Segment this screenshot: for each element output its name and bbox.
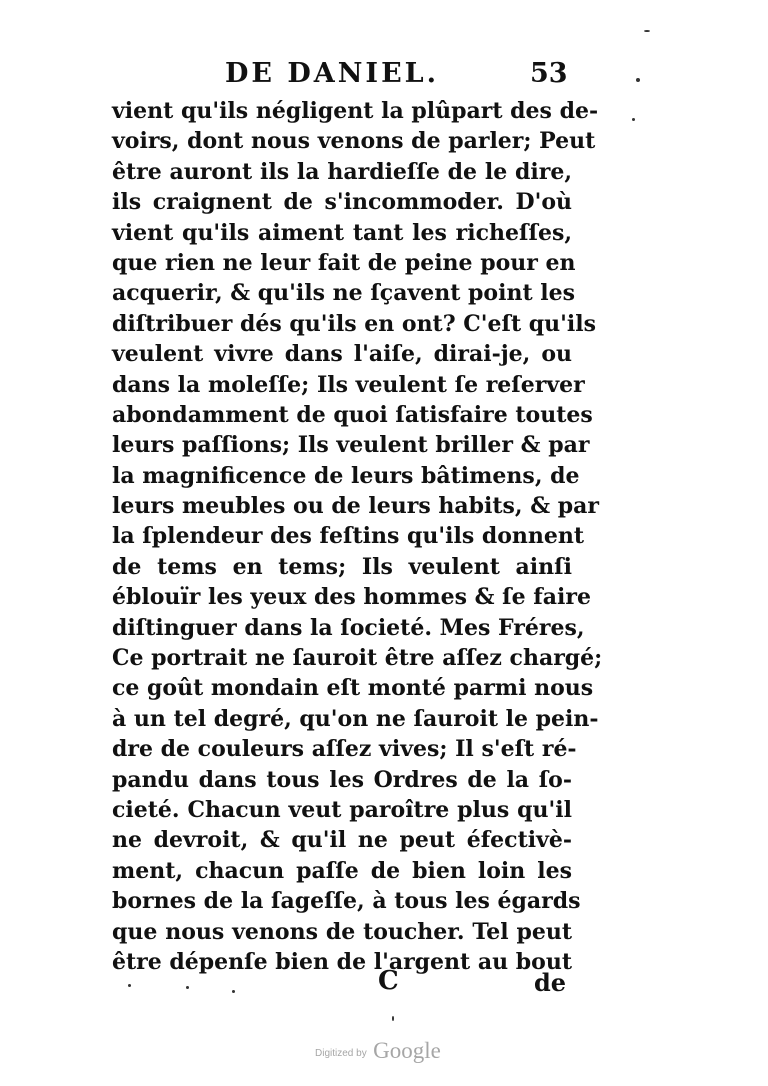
signature-mark: C bbox=[378, 966, 399, 996]
page-number: 53 bbox=[530, 58, 568, 89]
text-line: la ſplendeur des feſtins qu'ils donnent bbox=[112, 523, 585, 550]
text-line: être auront ils la hardieſſe de le dire, bbox=[112, 158, 572, 185]
scan-speck bbox=[392, 1016, 394, 1021]
text-line: Ce portrait ne ſauroit être aſſez chargé; bbox=[112, 645, 603, 672]
body-text bbox=[112, 96, 603, 977]
text-line: pandu dans tous les Ordres de la ſo- bbox=[112, 766, 572, 793]
text-line: diſtinguer dans la ſocieté. Mes Fréres, bbox=[112, 614, 585, 641]
digitized-watermark bbox=[315, 1038, 441, 1064]
text-line: ne devroit, & qu'il ne peut éfectivè- bbox=[112, 827, 572, 854]
text-line: dans la moleſſe; Ils veulent ſe reſerver bbox=[112, 371, 585, 398]
google-logo: Google bbox=[373, 1038, 441, 1063]
text-line: à un tel degré, qu'on ne ſauroit le pein- bbox=[112, 705, 599, 732]
text-line: de tems en tems; Ils veulent ainſi bbox=[112, 553, 572, 580]
running-head: DE DANIEL. bbox=[225, 58, 440, 89]
scan-speck bbox=[186, 986, 189, 989]
text-line: ment, chacun paſſe de bien loin les bbox=[112, 857, 572, 884]
text-line: que nous venons de toucher. Tel peut bbox=[112, 918, 572, 945]
scan-speck bbox=[644, 30, 650, 32]
text-line: dre de couleurs aſſez vives; Il s'eſt ré- bbox=[112, 736, 577, 763]
text-line: vient qu'ils négligent la plûpart des de- bbox=[112, 98, 599, 124]
text-line: acquerir, & qu'ils ne ſçavent point les bbox=[112, 280, 576, 307]
text-line: diſtribuer dés qu'ils en ont? C'eſt qu'ils bbox=[112, 310, 597, 337]
text-line: éblouïr les yeux des hommes & ſe faire bbox=[112, 584, 591, 611]
text-line: voirs, dont nous venons de parler; Peut bbox=[112, 128, 596, 155]
scan-speck bbox=[232, 990, 235, 993]
scan-speck bbox=[128, 984, 131, 987]
text-line: ce goût mondain eſt monté parmi nous bbox=[112, 675, 594, 702]
scan-speck bbox=[636, 78, 640, 82]
text-line: leurs paſſions; Ils veulent briller & par bbox=[112, 432, 590, 459]
text-line: ils craignent de s'incommoder. D'où bbox=[112, 189, 572, 216]
catchword: de bbox=[534, 968, 567, 997]
text-line: veulent vivre dans l'aiſe, dirai-je, ou bbox=[112, 341, 572, 368]
text-line: que rien ne leur fait de peine pour en bbox=[112, 249, 576, 276]
text-line: leurs meubles ou de leurs habits, & par bbox=[112, 493, 599, 520]
text-line: la magnificence de leurs bâtimens, de bbox=[112, 462, 580, 489]
text-line: être dépenſe bien de l'argent au bout bbox=[112, 948, 572, 975]
text-line: abondamment de quoi ſatisfaire toutes bbox=[112, 401, 593, 428]
text-line: vient qu'ils aiment tant les richeſſes, bbox=[112, 219, 572, 246]
scan-speck bbox=[632, 118, 635, 121]
text-line: cieté. Chacun veut paroître plus qu'il bbox=[112, 796, 572, 823]
text-line: bornes de la ſageſſe, à tous les égards bbox=[112, 888, 581, 915]
digitized-prefix: Digitized by bbox=[315, 1048, 367, 1059]
